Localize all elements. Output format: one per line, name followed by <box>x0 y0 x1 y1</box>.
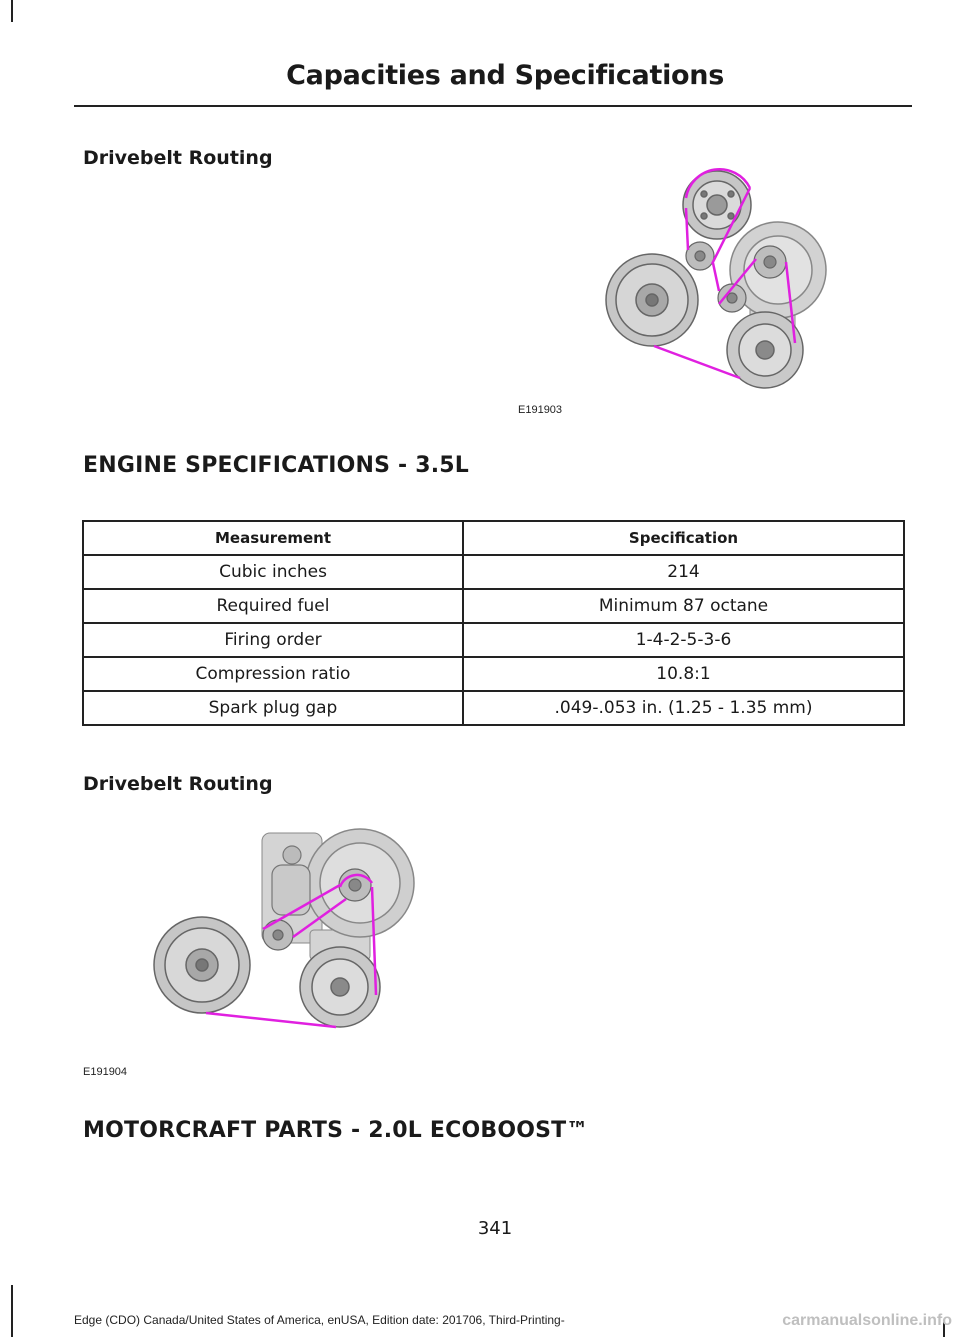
column-header-specification: Specification <box>463 521 904 555</box>
table-row <box>83 623 904 657</box>
specification-cell: 10.8:1 <box>463 657 904 691</box>
crop-mark-top-left <box>11 0 13 22</box>
measurement-cell: Spark plug gap <box>83 691 463 725</box>
measurement-cell: Cubic inches <box>83 555 463 589</box>
watermark: carmanualsonline.info <box>782 1312 952 1329</box>
drivebelt-diagram-2-0l <box>150 825 415 1045</box>
table-row <box>83 691 904 725</box>
page-number: 341 <box>477 1218 513 1239</box>
alternator-pulley <box>754 246 786 278</box>
section-heading-drivebelt-1: Drivebelt Routing <box>83 147 273 169</box>
table-row <box>83 555 904 589</box>
footer-edition-text: Edge (CDO) Canada/United States of America, enUSA, Edition date: 201706, Third-Printing- <box>74 1313 565 1327</box>
figure-code-e191904: E191904 <box>83 1066 128 1078</box>
specification-cell: 1-4-2-5-3-6 <box>463 623 904 657</box>
header-divider <box>74 105 912 107</box>
specification-cell: 214 <box>463 555 904 589</box>
crankshaft-pulley <box>606 254 698 346</box>
measurement-cell: Compression ratio <box>83 657 463 691</box>
table-row <box>83 589 904 623</box>
engine-specs-table <box>82 520 905 726</box>
measurement-cell: Firing order <box>83 623 463 657</box>
ac-compressor-pulley <box>300 947 380 1027</box>
drivebelt-diagram-3-5l <box>600 158 830 398</box>
specification-cell: Minimum 87 octane <box>463 589 904 623</box>
figure-code-e191903: E191903 <box>518 404 563 416</box>
section-heading-drivebelt-2: Drivebelt Routing <box>83 773 273 795</box>
specification-cell: .049-.053 in. (1.25 - 1.35 mm) <box>463 691 904 725</box>
column-header-measurement: Measurement <box>83 521 463 555</box>
measurement-cell: Required fuel <box>83 589 463 623</box>
motorcraft-parts-heading: MOTORCRAFT PARTS - 2.0L ECOBOOST™ <box>83 1118 589 1143</box>
crop-mark-bottom-left <box>11 1285 13 1337</box>
table-row <box>83 657 904 691</box>
page-header-title: Capacities and Specifications <box>286 60 724 91</box>
engine-specs-heading: ENGINE SPECIFICATIONS - 3.5L <box>83 453 469 478</box>
tensioner-pulley <box>263 920 293 950</box>
small-idler-pulley <box>686 242 714 270</box>
table-header-row <box>83 521 904 555</box>
crankshaft-pulley <box>154 917 250 1013</box>
